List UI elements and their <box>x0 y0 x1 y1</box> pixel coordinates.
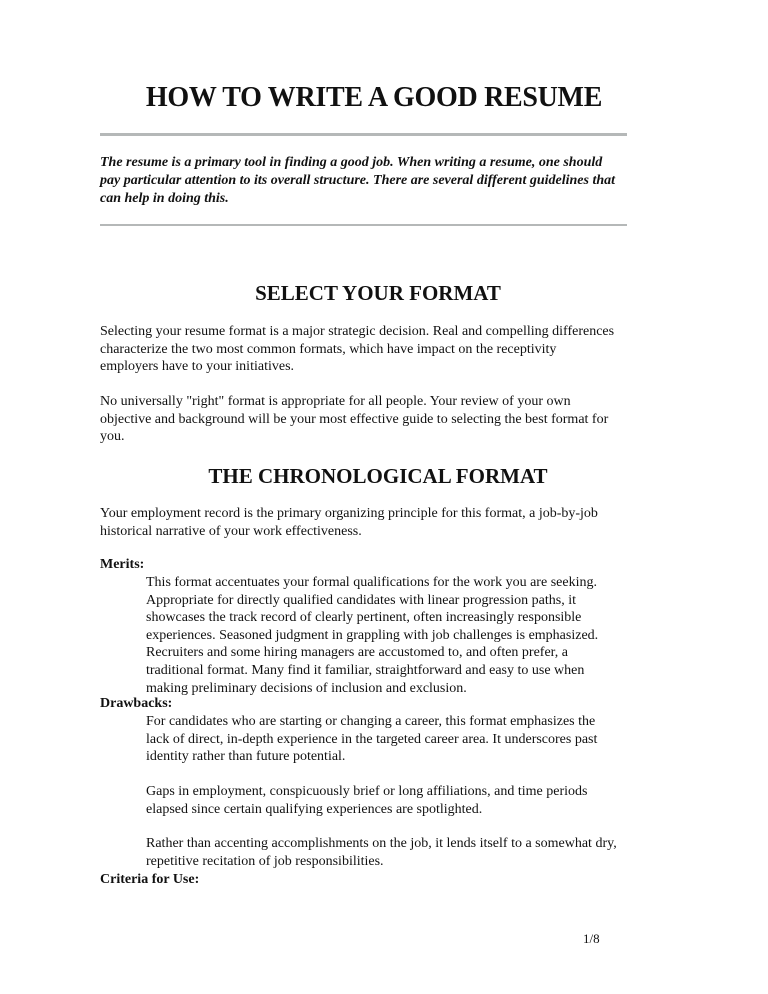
drawbacks-label: Drawbacks: <box>100 696 173 711</box>
page-number: 1/8 <box>583 931 600 946</box>
text-line: making preliminary decisions of inclusion and exclusion. <box>146 680 467 696</box>
text-line: lack of direct, in-depth experience in the targeted career area. It underscores past <box>146 731 598 747</box>
text-line: For candidates who are starting or changing a career, this format emphasizes the <box>146 714 596 729</box>
paragraph <box>100 323 614 376</box>
text-line: objective and background will be your most effective guide to selecting the best format for <box>100 411 609 427</box>
drawbacks-text <box>146 713 597 766</box>
merits-label: Merits: <box>100 557 145 572</box>
text-line: Recruiters and some hiring managers are accustomed to, and often prefer, a <box>146 645 568 661</box>
text-line: pay particular attention to its overall structure. There are several different guidelines that <box>100 173 616 188</box>
paragraph <box>100 505 598 540</box>
text-line: Gaps in employment, conspicuously brief or long affiliations, and time periods <box>146 784 588 799</box>
text-line: experiences. Seasoned judgment in grappling with job challenges is emphasized. <box>146 627 599 643</box>
section-heading-select-format: SELECT YOUR FORMAT <box>255 281 501 305</box>
paragraph <box>100 393 608 446</box>
text-line: repetitive recitation of job responsibilities. <box>146 853 384 869</box>
divider <box>100 133 627 136</box>
drawbacks-text <box>146 783 587 818</box>
section-heading-chronological-format: THE CHRONOLOGICAL FORMAT <box>208 464 548 488</box>
text-line: The resume is a primary tool in finding a good job. When writing a resume, one should <box>100 155 603 170</box>
text-line: employers have to your initiatives. <box>100 359 295 375</box>
text-line: Selecting your resume format is a major strategic decision. Real and compelling differences <box>100 324 615 339</box>
criteria-label: Criteria for Use: <box>100 872 200 887</box>
text-line: can help in doing this. <box>100 191 229 206</box>
text-line: This format accentuates your formal qualifications for the work you are seeking. <box>146 575 597 590</box>
text-line: identity rather than future potential. <box>146 749 346 765</box>
text-line: characterize the two most common formats, which have impact on the receptivity <box>100 341 557 357</box>
document-title: HOW TO WRITE A GOOD RESUME <box>145 82 603 113</box>
drawbacks-text <box>146 835 617 870</box>
merits-text <box>146 574 598 697</box>
intro-paragraph <box>100 154 640 208</box>
text-line: Rather than accenting accomplishments on the job, it lends itself to a somewhat dry, <box>146 836 617 851</box>
text-line: traditional format. Many find it familiar, straightforward and easy to use when <box>146 662 585 678</box>
text-line: historical narrative of your work effectiveness. <box>100 523 362 539</box>
divider <box>100 224 627 226</box>
text-line: Appropriate for directly qualified candidates with linear progression paths, it <box>146 592 576 608</box>
text-line: Your employment record is the primary organizing principle for this format, a job-by-job <box>100 506 598 521</box>
text-line: No universally "right" format is appropriate for all people. Your review of your own <box>100 394 571 409</box>
text-line: you. <box>100 429 125 445</box>
text-line: showcases the track record of clearly pertinent, often increasingly responsible <box>146 610 582 626</box>
text-line: elapsed since certain qualifying experiences are spotlighted. <box>146 801 483 817</box>
